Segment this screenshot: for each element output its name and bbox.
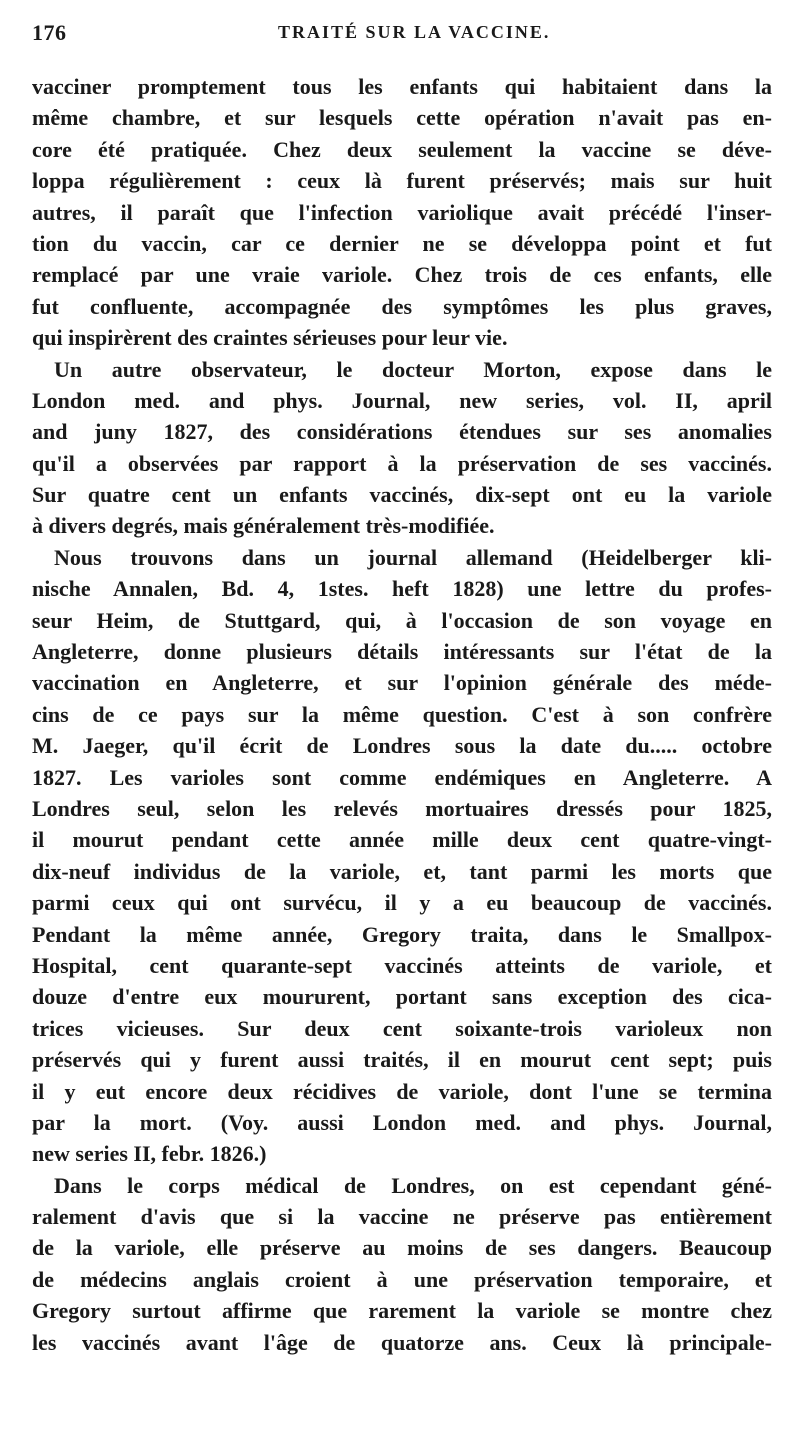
text-line: à divers degrés, mais généralement très-modifiée. xyxy=(32,513,495,539)
text-line: dix-neuf individus de la variole, et, tant parmi les morts que xyxy=(32,858,772,884)
text-line: préservés qui y furent aussi traités, il en mourut cent sept; puis xyxy=(32,1047,772,1073)
text-line: même chambre, et sur lesquels cette opération n'avait pas en- xyxy=(32,105,772,131)
text-line: Gregory surtout affirme que rarement la variole se montre chez xyxy=(32,1298,772,1324)
text-line: il y eut encore deux récidives de variole, dont l'une se termina xyxy=(32,1078,772,1104)
text-line: autres, il paraît que l'infection variolique avait précédé l'inser- xyxy=(32,199,772,225)
text-line: loppa régulièrement : ceux là furent préservés; mais sur huit xyxy=(32,168,772,194)
paragraph-start-line: Un autre observateur, le docteur Morton, expose dans le xyxy=(54,356,772,382)
text-line: vaccination en Angleterre, et sur l'opinion générale des méde- xyxy=(32,670,772,696)
text-line: tion du vaccin, car ce dernier ne se développa point et fut xyxy=(32,230,772,256)
text-line-italic-citation: London med. and phys. Journal, new series, vol. II, april xyxy=(32,387,772,413)
text-line: Angleterre, donne plusieurs détails intéressants sur l'état de la xyxy=(32,639,772,665)
text-line: il mourut pendant cette année mille deux cent quatre-vingt- xyxy=(32,827,772,853)
text-line: Londres seul, selon les relevés mortuaires dressés pour 1825, xyxy=(32,795,772,821)
paragraph-start-line: Dans le corps médical de Londres, on est cependant géné- xyxy=(54,1172,772,1198)
text-line: qu'il a observées par rapport à la préservation de ses vaccinés. xyxy=(32,450,772,476)
text-line: vacciner promptement tous les enfants qui habitaient dans la xyxy=(32,74,772,99)
running-head xyxy=(32,12,772,52)
text-line: les vaccinés avant l'âge de quatorze ans. Ceux là principale- xyxy=(32,1329,772,1355)
text-line: fut confluente, accompagnée des symptômes les plus graves, xyxy=(32,293,772,319)
text-line: Sur quatre cent un enfants vaccinés, dix-sept ont eu la variole xyxy=(32,482,772,508)
running-title: TRAITÉ SUR LA VACCINE. xyxy=(278,22,551,42)
text-line: Pendant la même année, Gregory traita, dans le Smallpox- xyxy=(32,921,772,947)
text-line: par la mort. (Voy. aussi London med. and phys. Journal, xyxy=(32,1109,772,1135)
text-line: ralement d'avis que si la vaccine ne préserve pas entièrement xyxy=(32,1204,772,1230)
text-line: de médecins anglais croient à une préservation temporaire, et xyxy=(32,1266,772,1292)
page-number: 176 xyxy=(32,20,67,45)
body-text xyxy=(32,71,772,1358)
text-line: seur Heim, de Stuttgard, qui, à l'occasion de son voyage en xyxy=(32,607,772,633)
text-line: and juny 1827, des considérations étendues sur ses anomalies xyxy=(32,419,772,445)
text-line: new series II, febr. 1826.) xyxy=(32,1141,267,1167)
text-line: Hospital, cent quarante-sept vaccinés atteints de variole, et xyxy=(32,952,772,978)
text-line: trices vicieuses. Sur deux cent soixante-trois varioleux non xyxy=(32,1015,772,1041)
text-line: 1827. Les varioles sont comme endémiques en Angleterre. A xyxy=(32,764,772,790)
text-line: nische Annalen, Bd. 4, 1stes. heft 1828) une lettre du profes- xyxy=(32,576,772,602)
text-line: remplacé par une vraie variole. Chez trois de ces enfants, elle xyxy=(32,262,772,288)
text-line: de la variole, elle préserve au moins de ses dangers. Beaucoup xyxy=(32,1235,772,1261)
text-line: core été pratiquée. Chez deux seulement la vaccine se déve- xyxy=(32,136,772,162)
text-line: douze d'entre eux moururent, portant sans exception des cica- xyxy=(32,984,772,1010)
text-line: parmi ceux qui ont survécu, il y a eu beaucoup de vaccinés. xyxy=(32,890,772,916)
text-line: M. Jaeger, qu'il écrit de Londres sous la date du..... octobre xyxy=(32,733,772,759)
text-line: cins de ce pays sur la même question. C'est à son confrère xyxy=(32,701,772,727)
text-line: qui inspirèrent des craintes sérieuses pour leur vie. xyxy=(32,325,508,351)
paragraph-start-line: Nous trouvons dans un journal allemand (Heidelberger kli- xyxy=(54,544,772,570)
